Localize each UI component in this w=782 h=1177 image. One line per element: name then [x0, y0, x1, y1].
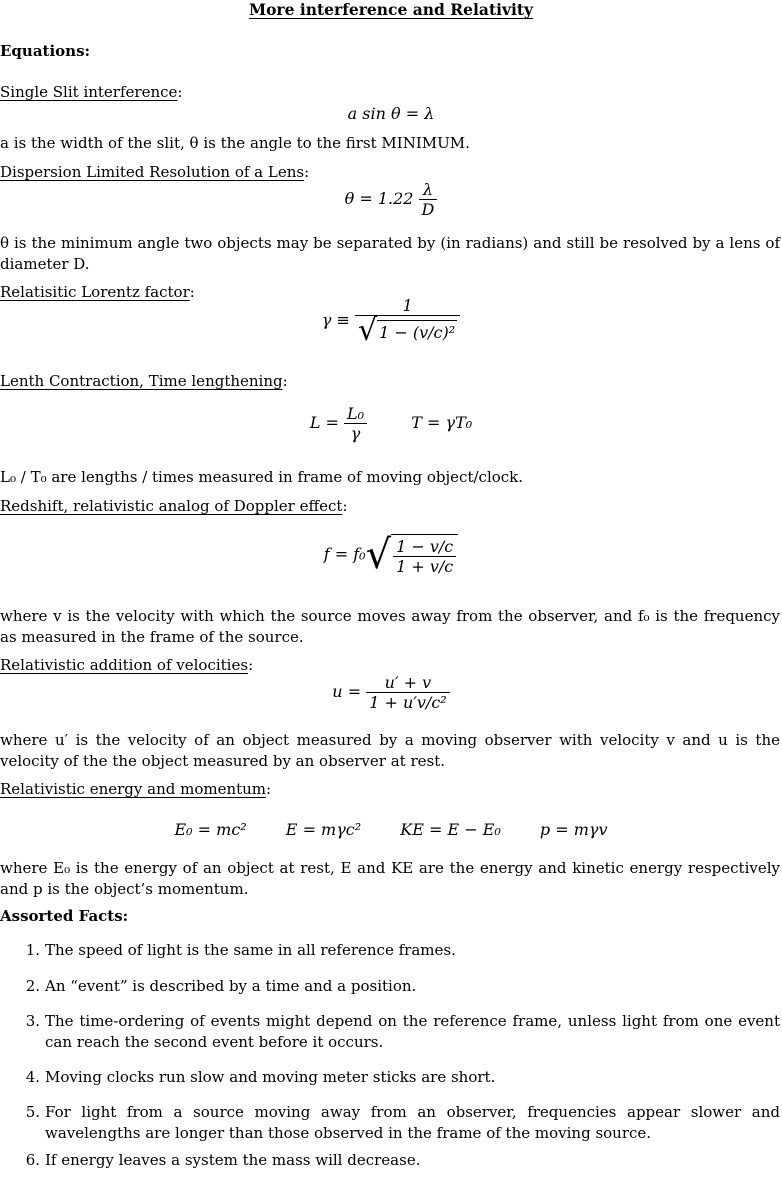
redshift-denominator: 1 + v/c — [396, 557, 454, 576]
lorentz-denominator — [355, 313, 460, 348]
facts-heading: Assorted Facts: — [0, 907, 129, 925]
velocities-description: where u′ is the velocity of an object measured by a moving observer with velocity v and u is the velocity of the the object measured by an observer at rest. — [0, 731, 780, 770]
velocities-eq-lhs: u = — [332, 682, 362, 701]
lorentz-fraction — [355, 296, 460, 346]
single-slit-equation: a sin θ = λ — [347, 104, 435, 123]
redshift-equation — [0, 534, 782, 576]
list-number: 3. — [25, 1012, 40, 1030]
contraction-fraction — [344, 404, 367, 443]
rest-energy-equation: E₀ = mc² — [174, 820, 247, 839]
list-number: 1. — [25, 941, 40, 959]
list-number: 4. — [25, 1068, 40, 1086]
dispersion-fraction — [419, 180, 438, 219]
lorentz-heading: Relatisitic Lorentz factor: — [0, 283, 195, 301]
redshift-sqrt: √ $\frac{1 - v/c}{1 + v/c}$ — [366, 534, 459, 576]
redshift-heading: Redshift, relativistic analog of Doppler effect: — [0, 497, 348, 515]
dispersion-heading: Dispersion Limited Resolution of a Lens: — [0, 163, 310, 181]
contraction-description: L₀ / T₀ are lengths / times measured in frame of moving object/clock. — [0, 468, 524, 486]
velocities-equation — [0, 673, 782, 712]
single-slit-description: a is the width of the slit, θ is the angle to the first MINIMUM. — [0, 134, 470, 152]
redshift-fraction — [393, 537, 456, 576]
dispersion-numerator: λ — [419, 180, 438, 200]
velocities-denominator: 1 + u′v/c² — [369, 693, 447, 712]
dispersion-equation — [0, 180, 782, 219]
list-number: 2. — [25, 977, 40, 995]
list-number: 5. — [25, 1103, 40, 1121]
redshift-numerator: 1 − v/c — [393, 537, 456, 557]
velocities-numerator: u′ + v — [366, 673, 450, 693]
list-number: 6. — [25, 1151, 40, 1169]
dispersion-description: θ is the minimum angle two objects may be separated by (in radians) and still be resolved by a lens of diameter D. — [0, 234, 780, 273]
contraction-eq1-lhs: L = — [309, 413, 339, 432]
list-text: An “event” is described by a time and a position. — [45, 977, 417, 995]
lorentz-sqrt: √ 1 − (v/c)² — [357, 313, 456, 348]
list-text: The time-ordering of events might depend on the reference frame, unless light from one event can reach the second event before it occurs. — [45, 1012, 780, 1051]
equations-heading: Equations: — [0, 42, 91, 60]
velocities-heading: Relativistic addition of velocities: — [0, 656, 254, 674]
contraction-equations — [0, 404, 782, 443]
energy-equations — [0, 820, 782, 839]
contraction-denominator: γ — [350, 424, 361, 443]
lorentz-radicand: 1 − (v/c)² — [377, 320, 457, 342]
contraction-heading: Lenth Contraction, Time lengthening: — [0, 372, 288, 390]
list-text: For light from a source moving away from an observer, frequencies appear slower and wavelengths are longer than those observed in the frame of the moving source. — [45, 1103, 780, 1142]
kinetic-energy-equation: KE = E − E₀ — [400, 820, 501, 839]
lorentz-equation — [0, 296, 782, 346]
energy-heading: Relativistic energy and momentum: — [0, 780, 272, 798]
redshift-description: where v is the velocity with which the source moves away from the observer, and f₀ is the frequency as measured in the frame of the source. — [0, 607, 780, 646]
dispersion-denominator: D — [421, 200, 435, 219]
velocities-fraction — [366, 673, 450, 712]
list-text: Moving clocks run slow and moving meter sticks are short. — [45, 1068, 496, 1086]
total-energy-equation: E = mγc² — [285, 820, 362, 839]
lorentz-numerator: 1 — [355, 296, 460, 316]
list-text: If energy leaves a system the mass will decrease. — [45, 1151, 421, 1169]
dispersion-eq-lhs: θ = 1.22 — [344, 189, 414, 208]
energy-description: where E₀ is the energy of an object at rest, E and KE are the energy and kinetic energy respectively and p is the object’s momentum. — [0, 859, 780, 898]
redshift-radicand — [391, 534, 458, 576]
redshift-eq-lhs: f = f₀ — [323, 544, 366, 564]
contraction-numerator: L₀ — [344, 404, 367, 424]
page-title: More interference and Relativity — [248, 0, 534, 19]
single-slit-heading: Single Slit interference: — [0, 83, 183, 101]
time-lengthening-equation: T = γT₀ — [411, 413, 473, 432]
momentum-equation: p = mγv — [539, 820, 608, 839]
list-text: The speed of light is the same in all reference frames. — [45, 941, 456, 959]
lorentz-eq-lhs: γ ≡ — [321, 310, 350, 330]
